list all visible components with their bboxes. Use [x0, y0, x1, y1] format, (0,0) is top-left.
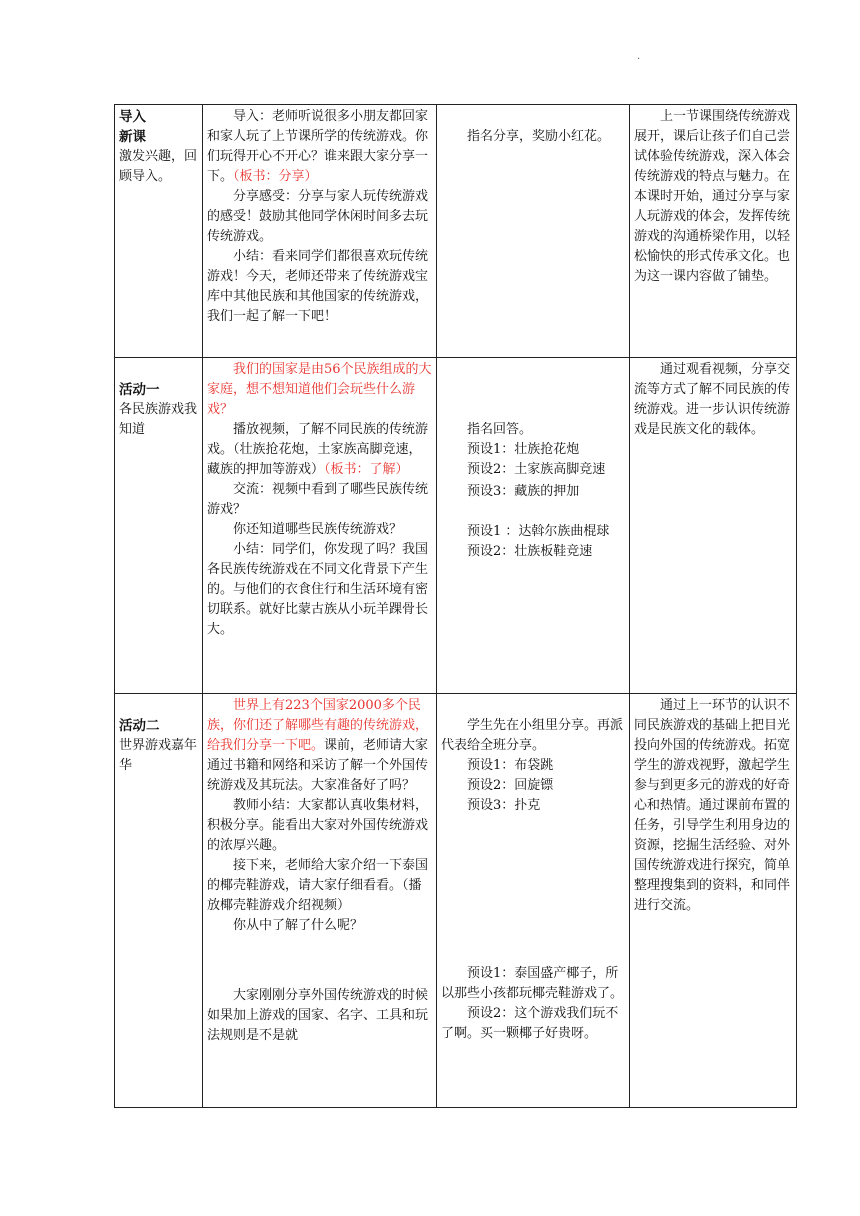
- teacher-activity-cell: [203, 105, 437, 358]
- intent-paragraph: 上一节课围绕传统游戏展开，课后让孩子们自己尝试体验传统游戏，深入体会传统游戏的特点与魅力。在本课时开始，通过分享与家人玩游戏的体会，发挥传统游戏的沟通桥梁作用，以轻松愉快的形式传承文化。也为这一课内容做了铺垫。: [634, 109, 791, 284]
- stage-title-line2: 新课: [119, 129, 146, 145]
- student-paragraph: 预设2：土家族高脚竞速: [467, 462, 606, 477]
- teacher-paragraph: 你还知道哪些民族传统游戏？: [233, 522, 403, 537]
- design-intent-cell: [630, 358, 797, 694]
- teacher-question: 世界上有223个国家2000多个民族，你们还了解哪些有趣的传统游戏，给我们分享一下吧。: [207, 698, 429, 753]
- teacher-paragraph: 小结：看来同学们都很喜欢玩传统游戏！今天，老师还带来了传统游戏宝库中其他民族和其他国家的传统游戏，我们一起了解一下吧！: [207, 249, 429, 324]
- teacher-paragraph: 分享感受：分享与家人玩传统游戏的感受！鼓励其他同学休闲时间多去玩传统游戏。: [207, 189, 429, 244]
- teacher-paragraph: 世界上有223个国家2000多个民族，你们还了解哪些有趣的传统游戏，给我们分享一下吧。课前，老师请大家通过书籍和网络和采访了解一个外国传统游戏及其玩法。大家准备好了吗？: [207, 698, 429, 793]
- teacher-paragraph: 交流：视频中看到了哪些民族传统游戏？: [207, 482, 429, 517]
- student-paragraph: 预设3：藏族的押加: [467, 484, 580, 499]
- teacher-paragraph: 我们的国家是由56个民族组成的大家庭，想不想知道他们会玩些什么游戏？: [207, 362, 432, 417]
- student-paragraph: 指名回答。: [467, 422, 533, 437]
- teacher-paragraph: 大家刚刚分享外国传统游戏的时候如果加上游戏的国家、名字、工具和玩法规则是不是就: [207, 988, 429, 1043]
- stage-subtitle: 世界游戏嘉年华: [119, 738, 198, 773]
- design-intent-cell: [630, 694, 797, 1108]
- student-paragraph: 预设2：回旋镖: [467, 778, 554, 793]
- table-row-activity-2: [115, 694, 797, 1108]
- student-activity-cell: [437, 358, 630, 694]
- design-intent-cell: [630, 105, 797, 358]
- page-mark: ·: [637, 54, 641, 65]
- teacher-paragraph: 你从中了解了什么呢？: [233, 918, 364, 933]
- student-paragraph: 预设2：这个游戏我们玩不了啊。买一颗椰子好贵呀。: [441, 1006, 619, 1041]
- stage-title-line1: 导入: [119, 109, 146, 125]
- student-paragraph: 预设1：布袋跳: [467, 758, 554, 773]
- teacher-paragraph: 小结：同学们，你发现了吗？我国各民族传统游戏在不同文化背景下产生的。与他们的衣食住行和生活环境有密切联系。就好比蒙古族从小玩羊踝骨长大。: [207, 542, 429, 637]
- stage-label-cell: [115, 358, 203, 694]
- student-paragraph: 指名分享，奖励小红花。: [467, 129, 611, 144]
- teacher-paragraph: 播放视频，了解不同民族的传统游戏。（壮族抢花炮，土家族高脚竞速，藏族的押加等游戏）（板书：了解）: [207, 422, 429, 477]
- board-note: （板书：分享）: [233, 169, 318, 184]
- lesson-plan-table: [114, 104, 797, 1108]
- intent-paragraph: 通过观看视频，分享交流等方式了解不同民族的传统游戏。进一步认识传统游戏是民族文化的载体。: [634, 362, 791, 437]
- table-row-intro: [115, 105, 797, 358]
- teacher-activity-cell: [203, 358, 437, 694]
- intent-paragraph: 通过上一环节的认识不同民族游戏的基础上把目光投向外国的传统游戏。拓宽学生的游戏视野，激起学生参与到更多元的游戏的好奇心和热情。通过课前布置的任务，引导学生利用身边的资源，挖掘生活经验、对外国传统游戏进行探究，简单整理搜集到的资料，和同伴进行交流。: [634, 698, 791, 913]
- stage-label-cell: [115, 105, 203, 358]
- stage-title-line1: 活动二: [119, 718, 160, 734]
- stage-label-cell: [115, 694, 203, 1108]
- table-row-activity-1: [115, 358, 797, 694]
- teacher-paragraph: 导入：老师听说很多小朋友都回家和家人玩了上节课所学的传统游戏。你们玩得开心不开心？谁来跟大家分享一下。（板书：分享）: [207, 109, 429, 184]
- stage-title-line1: 活动一: [119, 382, 160, 398]
- board-note: （板书：了解）: [324, 462, 409, 477]
- student-activity-cell: [437, 694, 630, 1108]
- student-activity-cell: [437, 105, 630, 358]
- student-paragraph: 学生先在小组里分享。再派代表给全班分享。: [441, 718, 624, 753]
- stage-subtitle: 各民族游戏我知道: [119, 402, 198, 437]
- student-paragraph: 预设2：壮族板鞋竞速: [467, 544, 593, 559]
- student-paragraph: 预设1 ：达斡尔族曲棍球: [467, 524, 610, 539]
- teacher-paragraph: 教师小结：大家都认真收集材料，积极分享。能看出大家对外国传统游戏的浓厚兴趣。: [207, 798, 429, 853]
- student-paragraph: 预设3：扑克: [467, 798, 541, 813]
- teacher-paragraph: 接下来，老师给大家介绍一下泰国的椰壳鞋游戏，请大家仔细看看。（播放椰壳鞋游戏介绍视频）: [207, 858, 429, 913]
- teacher-activity-cell: [203, 694, 437, 1108]
- student-paragraph: 预设1：壮族抢花炮: [467, 442, 580, 457]
- stage-subtitle: 激发兴趣，回顾导入。: [119, 149, 198, 184]
- student-paragraph: 预设1：泰国盛产椰子，所以那些小孩都玩椰壳鞋游戏了。: [441, 966, 624, 1001]
